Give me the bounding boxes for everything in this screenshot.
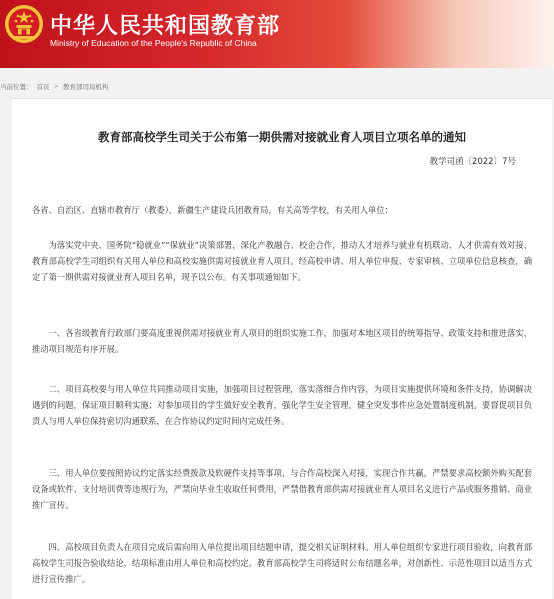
article-title: 教育部高校学生司关于公布第一期供需对接就业育人项目立项名单的通知 (98, 130, 466, 144)
breadcrumb-home-link[interactable]: 首页 (36, 82, 50, 91)
breadcrumb-label: 当前位置： (0, 82, 33, 91)
addressee: 各省、自治区、直辖市教育厅（教委），新疆生产建设兵团教育局，有关高等学校，有关用人单位： (32, 205, 393, 215)
paragraph-intro: 为落实党中央、国务院“稳就业”“保就业”决策部署，深化产教融合、校企合作，推动人才培养与就业有机联动、人才供需有效对接，教育部高校学生司组织有关用人单位和高校实施供需对接就业育人项目。经高校申请、用人单位申报、专家审核、立项单位信息核查，确定了第一期供需对接就业育人项目名单，现予以公布。有关事项通知如下。 (32, 240, 532, 282)
paragraph-item-1: 一、各省级教育行政部门要高度重视供需对接就业育人项目的组织实施工作，加强对本地区项目的统筹指导、政策支持和推进落实，推动项目规范有序开展。 (32, 328, 532, 354)
paragraph-item-3: 三、用人单位要按照协议约定落实经费拨款及软硬件支持等事项，与合作高校深入对接，实现合作共赢。严禁要求高校额外购买配套设备或软件、支付培训费等违规行为，严禁向毕业生收取任何费用，严禁借教育部供需对接就业育人项目名义进行产品或服务推销、商业推广宣传。 (32, 468, 532, 510)
site-title-cn[interactable]: 中华人民共和国教育部 (50, 14, 281, 39)
site-title-en: Ministry of Education of the People's Republic of China (50, 38, 257, 48)
paragraph-item-2: 二、项目高校要与用人单位共同推动项目实施，加强项目过程管理，落实落细合作内容，为项目实施提供环境和条件支持，协调解决遇到的问题，保证项目顺利实施；对参加项目的学生做好安全教育，强化学生安全管理，健全突发事件应急处置制度机制。要督促项目负责人与用人单位保持密切沟通联系，在合作协议约定时间内完成任务。 (32, 384, 532, 426)
document-number: 教学司函〔2022〕7号 (429, 157, 516, 167)
paragraph-item-4: 四、高校项目负责人在项目完成后需向用人单位提出项目结题申请，提交相关证明材料。用人单位组织专家进行项目验收，向教育部高校学生司报告验收结论，结项标准由用人单位和高校约定。教育部高校学生司将适时公布结题名单，对创新性、示范性项目以适当方式进行宣传推广。 (32, 542, 532, 584)
site-header-banner (0, 0, 554, 68)
national-emblem-icon[interactable] (4, 4, 44, 44)
breadcrumb-separator: > (53, 82, 59, 90)
breadcrumb-current-link[interactable]: 教育部司局机构 (62, 82, 109, 91)
article-container (12, 98, 552, 599)
breadcrumb (0, 80, 108, 92)
